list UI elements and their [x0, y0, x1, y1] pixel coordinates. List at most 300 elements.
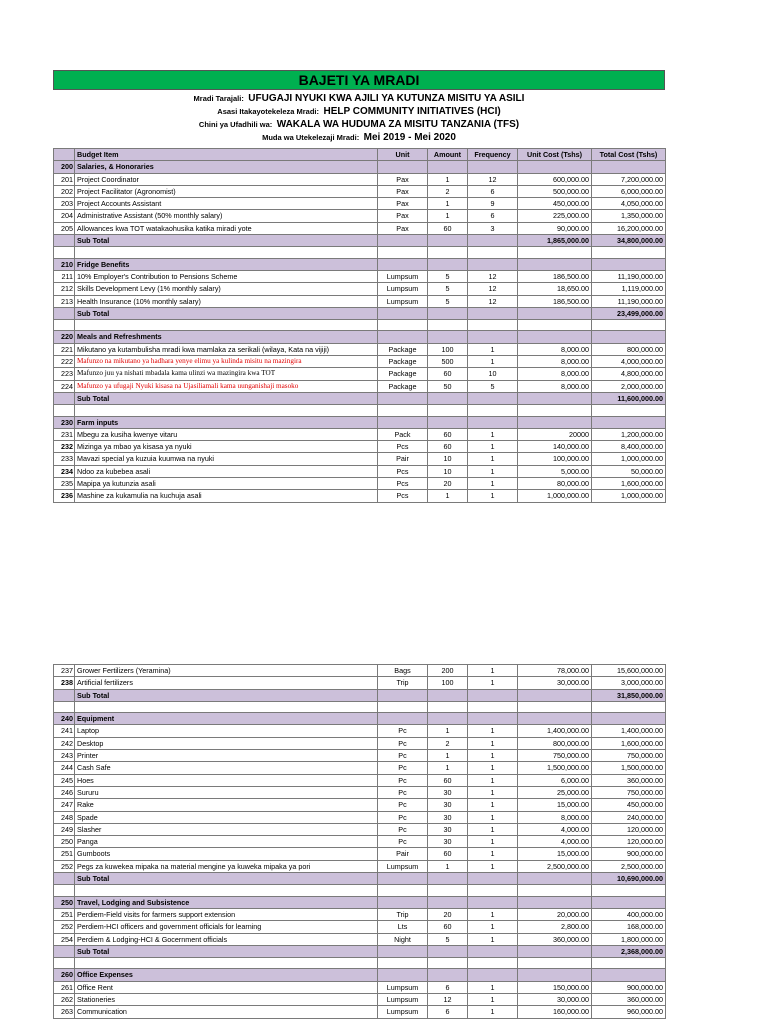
table-row [54, 380, 666, 392]
row-code: 263 [54, 1006, 75, 1018]
unit-cell: Pcs [378, 490, 428, 502]
budget-item: Office Rent [75, 981, 378, 993]
empty-cell [468, 969, 518, 981]
budget-item: Mafunzo ya ufugaji Nyuki kisasa na Ujasiliamali kama uunganishaji masoko [75, 380, 378, 392]
unit-cell: Pc [378, 750, 428, 762]
empty-cell [518, 320, 592, 331]
section-header-row [54, 969, 666, 981]
row-code: 224 [54, 380, 75, 392]
unit-cost-cell: 15,000.00 [518, 848, 592, 860]
unit-cost-cell: 5,000.00 [518, 465, 592, 477]
empty-cell [518, 247, 592, 258]
table-row [54, 921, 666, 933]
row-code: 238 [54, 677, 75, 689]
row-code: 244 [54, 762, 75, 774]
total-cost-cell: 1,600,000.00 [592, 478, 666, 490]
total-cost-cell: 750,000.00 [592, 750, 666, 762]
table-row [54, 295, 666, 307]
empty-cell [75, 701, 378, 712]
row-code: 230 [54, 416, 75, 428]
amount-cell: 2 [428, 185, 468, 197]
table-row [54, 677, 666, 689]
empty-cell [54, 405, 75, 416]
amount-cell: 1 [428, 725, 468, 737]
frequency-cell: 1 [468, 786, 518, 798]
empty-cell [54, 945, 75, 957]
unit-cell: Pcs [378, 441, 428, 453]
meta-value: Mei 2019 - Mei 2020 [363, 132, 456, 143]
unit-cell: Lumpsum [378, 994, 428, 1006]
frequency-cell: 1 [468, 762, 518, 774]
row-code: 223 [54, 368, 75, 380]
frequency-cell: 1 [468, 774, 518, 786]
unit-cell: Pax [378, 198, 428, 210]
unit-cell: Lumpsum [378, 283, 428, 295]
empty-cell [592, 247, 666, 258]
section-title: Equipment [75, 713, 378, 725]
unit-cost-cell: 20,000.00 [518, 908, 592, 920]
empty-cell [592, 701, 666, 712]
budget-item: Administrative Assistant (50% monthly salary) [75, 210, 378, 222]
amount-cell: 30 [428, 836, 468, 848]
meta-label: Chini ya Ufadhili wa: [198, 120, 273, 129]
unit-cost-cell: 140,000.00 [518, 441, 592, 453]
unit-cell: Pcs [378, 465, 428, 477]
frequency-cell: 1 [468, 860, 518, 872]
unit-cost-cell: 8,000.00 [518, 811, 592, 823]
budget-item: Perdiem & Lodging-HCI & Gocernment officials [75, 933, 378, 945]
row-code: 210 [54, 258, 75, 270]
empty-cell [518, 969, 592, 981]
table-row [54, 465, 666, 477]
table-row [54, 762, 666, 774]
table-row [54, 1006, 666, 1018]
row-code: 248 [54, 811, 75, 823]
row-code: 262 [54, 994, 75, 1006]
unit-cell: Pax [378, 173, 428, 185]
row-code: 233 [54, 453, 75, 465]
unit-cell: Pc [378, 762, 428, 774]
budget-item: Mbegu za kusiha kwenye vitaru [75, 428, 378, 440]
empty-cell [378, 307, 428, 319]
frequency-cell: 6 [468, 210, 518, 222]
unit-cost-cell: 150,000.00 [518, 981, 592, 993]
unit-cost-cell: 4,000.00 [518, 823, 592, 835]
blank-row [54, 247, 666, 258]
total-cost-cell: 750,000.00 [592, 786, 666, 798]
table-row [54, 774, 666, 786]
table-row [54, 198, 666, 210]
table-row [54, 725, 666, 737]
empty-cell [428, 713, 468, 725]
unit-cell: Lumpsum [378, 981, 428, 993]
empty-cell [428, 405, 468, 416]
unit-cost-cell: 1,400,000.00 [518, 725, 592, 737]
header-total-cost: Total Cost (Tshs) [592, 149, 666, 161]
row-code: 252 [54, 860, 75, 872]
table-row [54, 981, 666, 993]
frequency-cell: 6 [468, 185, 518, 197]
subtotal-total: 31,850,000.00 [592, 689, 666, 701]
total-cost-cell: 8,400,000.00 [592, 441, 666, 453]
unit-cost-cell: 160,000.00 [518, 1006, 592, 1018]
empty-cell [378, 969, 428, 981]
unit-cost-cell: 30,000.00 [518, 677, 592, 689]
row-code: 203 [54, 198, 75, 210]
total-cost-cell: 1,800,000.00 [592, 933, 666, 945]
amount-cell: 1 [428, 173, 468, 185]
subtotal-total: 23,499,000.00 [592, 307, 666, 319]
unit-cell: Pc [378, 836, 428, 848]
table-row [54, 665, 666, 677]
table-row [54, 453, 666, 465]
empty-cell [468, 885, 518, 896]
empty-cell [428, 896, 468, 908]
unit-cell: Package [378, 356, 428, 368]
total-cost-cell: 900,000.00 [592, 981, 666, 993]
blank-row [54, 320, 666, 331]
empty-cell [468, 896, 518, 908]
unit-cell: Trip [378, 677, 428, 689]
total-cost-cell: 1,400,000.00 [592, 725, 666, 737]
empty-cell [468, 320, 518, 331]
document-title: BAJETI YA MRADI [53, 70, 665, 90]
total-cost-cell: 400,000.00 [592, 908, 666, 920]
empty-cell [468, 873, 518, 885]
empty-cell [468, 331, 518, 343]
budget-item: Cash Safe [75, 762, 378, 774]
budget-item: Stationeries [75, 994, 378, 1006]
subtotal-total: 2,368,000.00 [592, 945, 666, 957]
table-row [54, 811, 666, 823]
amount-cell: 1 [428, 490, 468, 502]
unit-cell: Package [378, 380, 428, 392]
subtotal-unit-cost [518, 873, 592, 885]
row-code: 250 [54, 896, 75, 908]
unit-cost-cell: 450,000.00 [518, 198, 592, 210]
subtotal-label: Sub Total [75, 392, 378, 404]
unit-cell: Lts [378, 921, 428, 933]
row-code: 236 [54, 490, 75, 502]
empty-cell [518, 958, 592, 969]
row-code: 202 [54, 185, 75, 197]
budget-item: Sururu [75, 786, 378, 798]
frequency-cell: 10 [468, 368, 518, 380]
row-code: 221 [54, 343, 75, 355]
empty-cell [378, 405, 428, 416]
section-title: Meals and Refreshments [75, 331, 378, 343]
header-unit: Unit [378, 149, 428, 161]
empty-cell [378, 701, 428, 712]
empty-cell [468, 161, 518, 173]
unit-cost-cell: 4,000.00 [518, 836, 592, 848]
unit-cost-cell: 500,000.00 [518, 185, 592, 197]
frequency-cell: 1 [468, 478, 518, 490]
empty-cell [75, 405, 378, 416]
section-title: Fridge Benefits [75, 258, 378, 270]
empty-cell [378, 235, 428, 247]
empty-cell [54, 689, 75, 701]
empty-cell [378, 689, 428, 701]
empty-cell [428, 392, 468, 404]
unit-cost-cell: 2,800.00 [518, 921, 592, 933]
amount-cell: 30 [428, 811, 468, 823]
frequency-cell: 12 [468, 270, 518, 282]
row-code: 260 [54, 969, 75, 981]
empty-cell [592, 969, 666, 981]
amount-cell: 1 [428, 762, 468, 774]
total-cost-cell: 6,000,000.00 [592, 185, 666, 197]
row-code: 200 [54, 161, 75, 173]
row-code: 234 [54, 465, 75, 477]
frequency-cell: 1 [468, 343, 518, 355]
amount-cell: 1 [428, 210, 468, 222]
table-row [54, 908, 666, 920]
section-header-row [54, 416, 666, 428]
amount-cell: 20 [428, 478, 468, 490]
empty-cell [518, 416, 592, 428]
subtotal-unit-cost: 1,865,000.00 [518, 235, 592, 247]
frequency-cell: 3 [468, 222, 518, 234]
total-cost-cell: 16,200,000.00 [592, 222, 666, 234]
row-code: 235 [54, 478, 75, 490]
frequency-cell: 12 [468, 295, 518, 307]
unit-cost-cell: 800,000.00 [518, 737, 592, 749]
empty-cell [75, 247, 378, 258]
empty-cell [518, 701, 592, 712]
unit-cell: Pack [378, 428, 428, 440]
empty-cell [468, 235, 518, 247]
meta-value: UFUGAJI NYUKI KWA AJILI YA KUTUNZA MISITU YA ASILI [248, 93, 525, 104]
empty-cell [428, 969, 468, 981]
section-header-row [54, 331, 666, 343]
empty-cell [378, 258, 428, 270]
total-cost-cell: 2,500,000.00 [592, 860, 666, 872]
empty-cell [468, 416, 518, 428]
empty-cell [54, 392, 75, 404]
header-budget-item: Budget Item [75, 149, 378, 161]
meta-value: HELP COMMUNITY INITIATIVES (HCI) [323, 106, 501, 117]
frequency-cell: 1 [468, 677, 518, 689]
amount-cell: 60 [428, 428, 468, 440]
empty-cell [518, 258, 592, 270]
empty-cell [378, 320, 428, 331]
table-row [54, 428, 666, 440]
empty-cell [468, 247, 518, 258]
frequency-cell: 9 [468, 198, 518, 210]
empty-cell [518, 885, 592, 896]
total-cost-cell: 4,050,000.00 [592, 198, 666, 210]
unit-cost-cell: 600,000.00 [518, 173, 592, 185]
section-title: Travel, Lodging and Subsistence [75, 896, 378, 908]
subtotal-row [54, 689, 666, 701]
budget-item: Mapipa ya kutunzia asali [75, 478, 378, 490]
amount-cell: 30 [428, 786, 468, 798]
empty-cell [592, 161, 666, 173]
empty-cell [75, 320, 378, 331]
unit-cell: Lumpsum [378, 295, 428, 307]
empty-cell [428, 945, 468, 957]
meta-label: Mradi Tarajali: [193, 94, 244, 103]
empty-cell [592, 416, 666, 428]
subtotal-unit-cost [518, 945, 592, 957]
header-unit-cost: Unit Cost (Tshs) [518, 149, 592, 161]
frequency-cell: 1 [468, 453, 518, 465]
unit-cost-cell: 18,650.00 [518, 283, 592, 295]
unit-cell: Pc [378, 737, 428, 749]
total-cost-cell: 900,000.00 [592, 848, 666, 860]
amount-cell: 10 [428, 465, 468, 477]
unit-cost-cell: 186,500.00 [518, 270, 592, 282]
meta-value: WAKALA WA HUDUMA ZA MISITU TANZANIA (TFS) [276, 119, 520, 130]
empty-cell [468, 392, 518, 404]
empty-cell [378, 958, 428, 969]
empty-cell [468, 307, 518, 319]
budget-item: Mavazi special ya kuzuia kuumwa na nyuki [75, 453, 378, 465]
frequency-cell: 1 [468, 823, 518, 835]
budget-item: Mikutano ya kutambulisha mradi kwa mamlaka za serikali (wilaya, Kata na vijiji) [75, 343, 378, 355]
empty-cell [468, 258, 518, 270]
unit-cell: Night [378, 933, 428, 945]
blank-row [54, 958, 666, 969]
row-code: 254 [54, 933, 75, 945]
budget-item: Mizinga ya mbao ya kisasa ya nyuki [75, 441, 378, 453]
row-code: 201 [54, 173, 75, 185]
empty-cell [592, 258, 666, 270]
empty-cell [378, 247, 428, 258]
unit-cost-cell: 8,000.00 [518, 343, 592, 355]
budget-table-page-1 [53, 148, 666, 503]
unit-cell: Pc [378, 811, 428, 823]
total-cost-cell: 1,000,000.00 [592, 490, 666, 502]
table-header-row [54, 149, 666, 161]
section-header-row [54, 896, 666, 908]
empty-cell [518, 405, 592, 416]
row-code: 249 [54, 823, 75, 835]
row-code: 212 [54, 283, 75, 295]
amount-cell: 12 [428, 994, 468, 1006]
row-code: 204 [54, 210, 75, 222]
row-code: 220 [54, 331, 75, 343]
empty-cell [54, 247, 75, 258]
header-frequency: Frequency [468, 149, 518, 161]
empty-cell [428, 701, 468, 712]
subtotal-row [54, 307, 666, 319]
row-code: 250 [54, 836, 75, 848]
subtotal-row [54, 392, 666, 404]
table-row [54, 737, 666, 749]
unit-cell: Pc [378, 774, 428, 786]
budget-item: Slasher [75, 823, 378, 835]
header-code [54, 149, 75, 161]
unit-cost-cell: 20000 [518, 428, 592, 440]
empty-cell [592, 958, 666, 969]
amount-cell: 30 [428, 823, 468, 835]
row-code: 243 [54, 750, 75, 762]
table-row [54, 283, 666, 295]
budget-item: 10% Employer's Contribution to Pensions Scheme [75, 270, 378, 282]
budget-item: Allowances kwa TOT watakaohusika katika miradi yote [75, 222, 378, 234]
frequency-cell: 1 [468, 981, 518, 993]
total-cost-cell: 50,000.00 [592, 465, 666, 477]
subtotal-row [54, 873, 666, 885]
total-cost-cell: 1,200,000.00 [592, 428, 666, 440]
total-cost-cell: 1,500,000.00 [592, 762, 666, 774]
total-cost-cell: 240,000.00 [592, 811, 666, 823]
row-code: 213 [54, 295, 75, 307]
unit-cell: Pax [378, 210, 428, 222]
row-code: 241 [54, 725, 75, 737]
budget-item: Desktop [75, 737, 378, 749]
budget-item: Mashine za kukamulia na kuchuja asali [75, 490, 378, 502]
table-row [54, 210, 666, 222]
empty-cell [54, 958, 75, 969]
unit-cost-cell: 90,000.00 [518, 222, 592, 234]
empty-cell [468, 958, 518, 969]
total-cost-cell: 1,600,000.00 [592, 737, 666, 749]
empty-cell [428, 689, 468, 701]
total-cost-cell: 11,190,000.00 [592, 270, 666, 282]
empty-cell [518, 713, 592, 725]
frequency-cell: 1 [468, 921, 518, 933]
frequency-cell: 1 [468, 908, 518, 920]
table-row [54, 270, 666, 282]
unit-cell: Lumpsum [378, 270, 428, 282]
frequency-cell: 1 [468, 725, 518, 737]
amount-cell: 6 [428, 1006, 468, 1018]
table-row [54, 356, 666, 368]
budget-item: Project Coordinator [75, 173, 378, 185]
total-cost-cell: 4,800,000.00 [592, 368, 666, 380]
unit-cell: Pc [378, 799, 428, 811]
empty-cell [592, 885, 666, 896]
unit-cell: Pc [378, 786, 428, 798]
empty-cell [378, 885, 428, 896]
unit-cost-cell: 750,000.00 [518, 750, 592, 762]
frequency-cell: 1 [468, 994, 518, 1006]
table-row [54, 848, 666, 860]
unit-cell: Pc [378, 823, 428, 835]
table-row [54, 823, 666, 835]
budget-item: Artificial fertilizers [75, 677, 378, 689]
section-header-row [54, 258, 666, 270]
empty-cell [592, 713, 666, 725]
row-code: 261 [54, 981, 75, 993]
budget-item: Perdiem-Field visits for farmers support extension [75, 908, 378, 920]
amount-cell: 60 [428, 921, 468, 933]
unit-cost-cell: 1,500,000.00 [518, 762, 592, 774]
total-cost-cell: 800,000.00 [592, 343, 666, 355]
row-code: 247 [54, 799, 75, 811]
unit-cell: Bags [378, 665, 428, 677]
frequency-cell: 1 [468, 836, 518, 848]
unit-cost-cell: 8,000.00 [518, 380, 592, 392]
total-cost-cell: 120,000.00 [592, 836, 666, 848]
total-cost-cell: 4,000,000.00 [592, 356, 666, 368]
budget-item: Spade [75, 811, 378, 823]
total-cost-cell: 1,119,000.00 [592, 283, 666, 295]
empty-cell [428, 873, 468, 885]
budget-item: Pegs za kuwekea mipaka na material mengine ya kuweka mipaka ya pori [75, 860, 378, 872]
empty-cell [378, 392, 428, 404]
empty-cell [378, 713, 428, 725]
frequency-cell: 1 [468, 356, 518, 368]
total-cost-cell: 960,000.00 [592, 1006, 666, 1018]
empty-cell [378, 945, 428, 957]
table-row [54, 478, 666, 490]
blank-row [54, 701, 666, 712]
amount-cell: 1 [428, 860, 468, 872]
